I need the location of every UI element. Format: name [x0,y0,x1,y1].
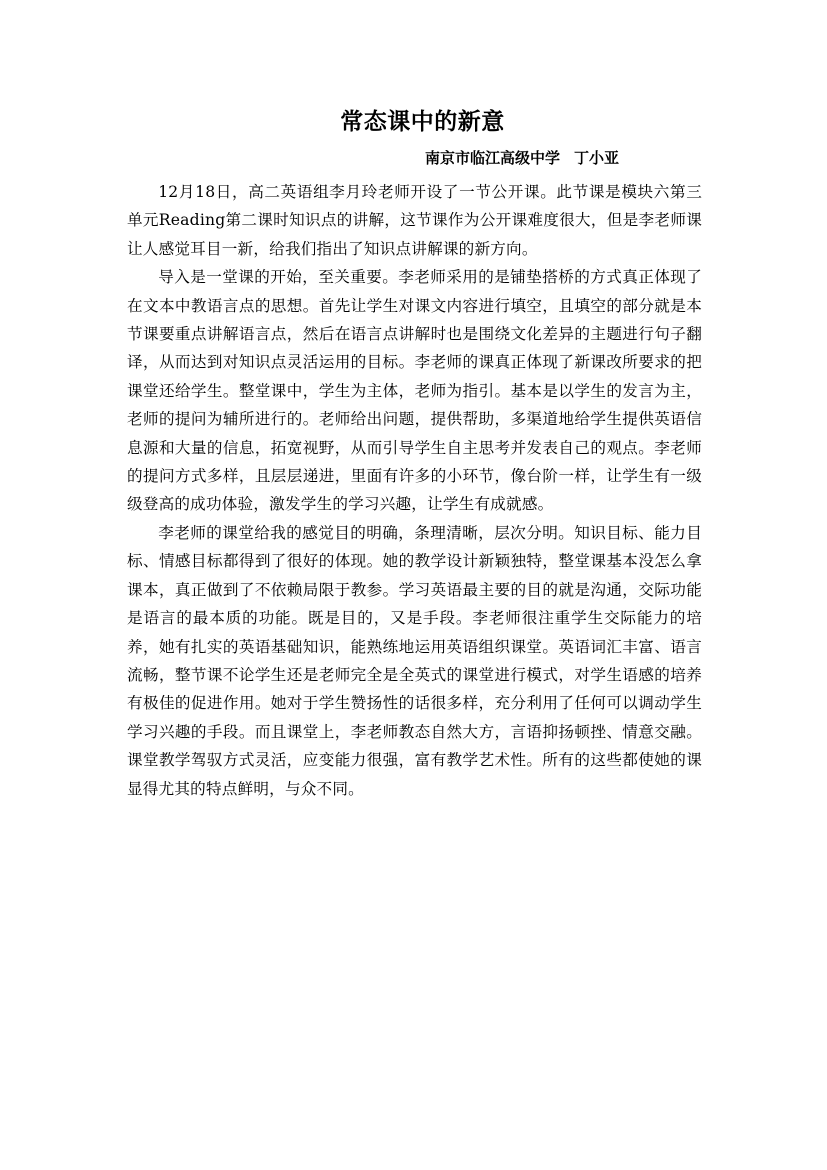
paragraph-1: 12月18日，高二英语组李月玲老师开设了一节公开课。此节课是模块六第三单元Reading第二课时知识点的讲解，这节课作为公开课难度很大，但是李老师课让人感觉耳目一新，给我们指出了知识点讲解课的新方向。 [127,183,702,258]
article-body [127,178,702,803]
author-name: 丁小亚 [574,149,620,167]
paragraph-2: 导入是一堂课的开始，至关重要。李老师采用的是铺垫搭桥的方式真正体现了在文本中教语言点的思想。首先让学生对课文内容进行填空，且填空的部分就是本节课要重点讲解语言点，然后在语言点讲解时也是围绕文化差异的主题进行句子翻译，从而达到对知识点灵活运用的目标。李老师的课真正体现了新课改所要求的把课堂还给学生。整堂课中，学生为主体，老师为指引。基本是以学生的发言为主，老师的提问为辅所进行的。老师给出问题，提供帮助，多渠道地给学生提供英语信息源和大量的信息，拓宽视野，从而引导学生自主思考并发表自己的观点。李老师的提问方式多样，且层层递进，里面有许多的小环节，像台阶一样，让学生有一级级登高的成功体验，激发学生的学习兴趣，让学生有成就感。 [127,268,702,514]
byline [425,145,619,171]
paragraph-3: 李老师的课堂给我的感觉目的明确，条理清晰，层次分明。知识目标、能力目标、情感目标都得到了很好的体现。她的教学设计新颖独特，整堂课基本没怎么拿课本，真正做到了不依赖局限于教参。学习英语最主要的目的就是沟通，交际功能是语言的最本质的功能。既是目的，又是手段。李老师很注重学生交际能力的培养，她有扎实的英语基础知识，能熟练地运用英语组织课堂。英语词汇丰富、语言流畅，整节课不论学生还是老师完全是全英式的课堂进行模式，对学生语感的培养有极佳的促进作用。她对于学生赞扬性的话很多样，充分利用了任何可以调动学生学习兴趣的手段。而且课堂上，李老师教态自然大方，言语抑扬顿挫、情意交融。课堂教学驾驭方式灵活，应变能力很强，富有教学艺术性。所有的这些都使她的课显得尤其的特点鲜明，与众不同。 [127,523,702,798]
document-title: 常态课中的新意 [340,108,505,135]
school-name: 南京市临江高级中学 [425,149,561,167]
